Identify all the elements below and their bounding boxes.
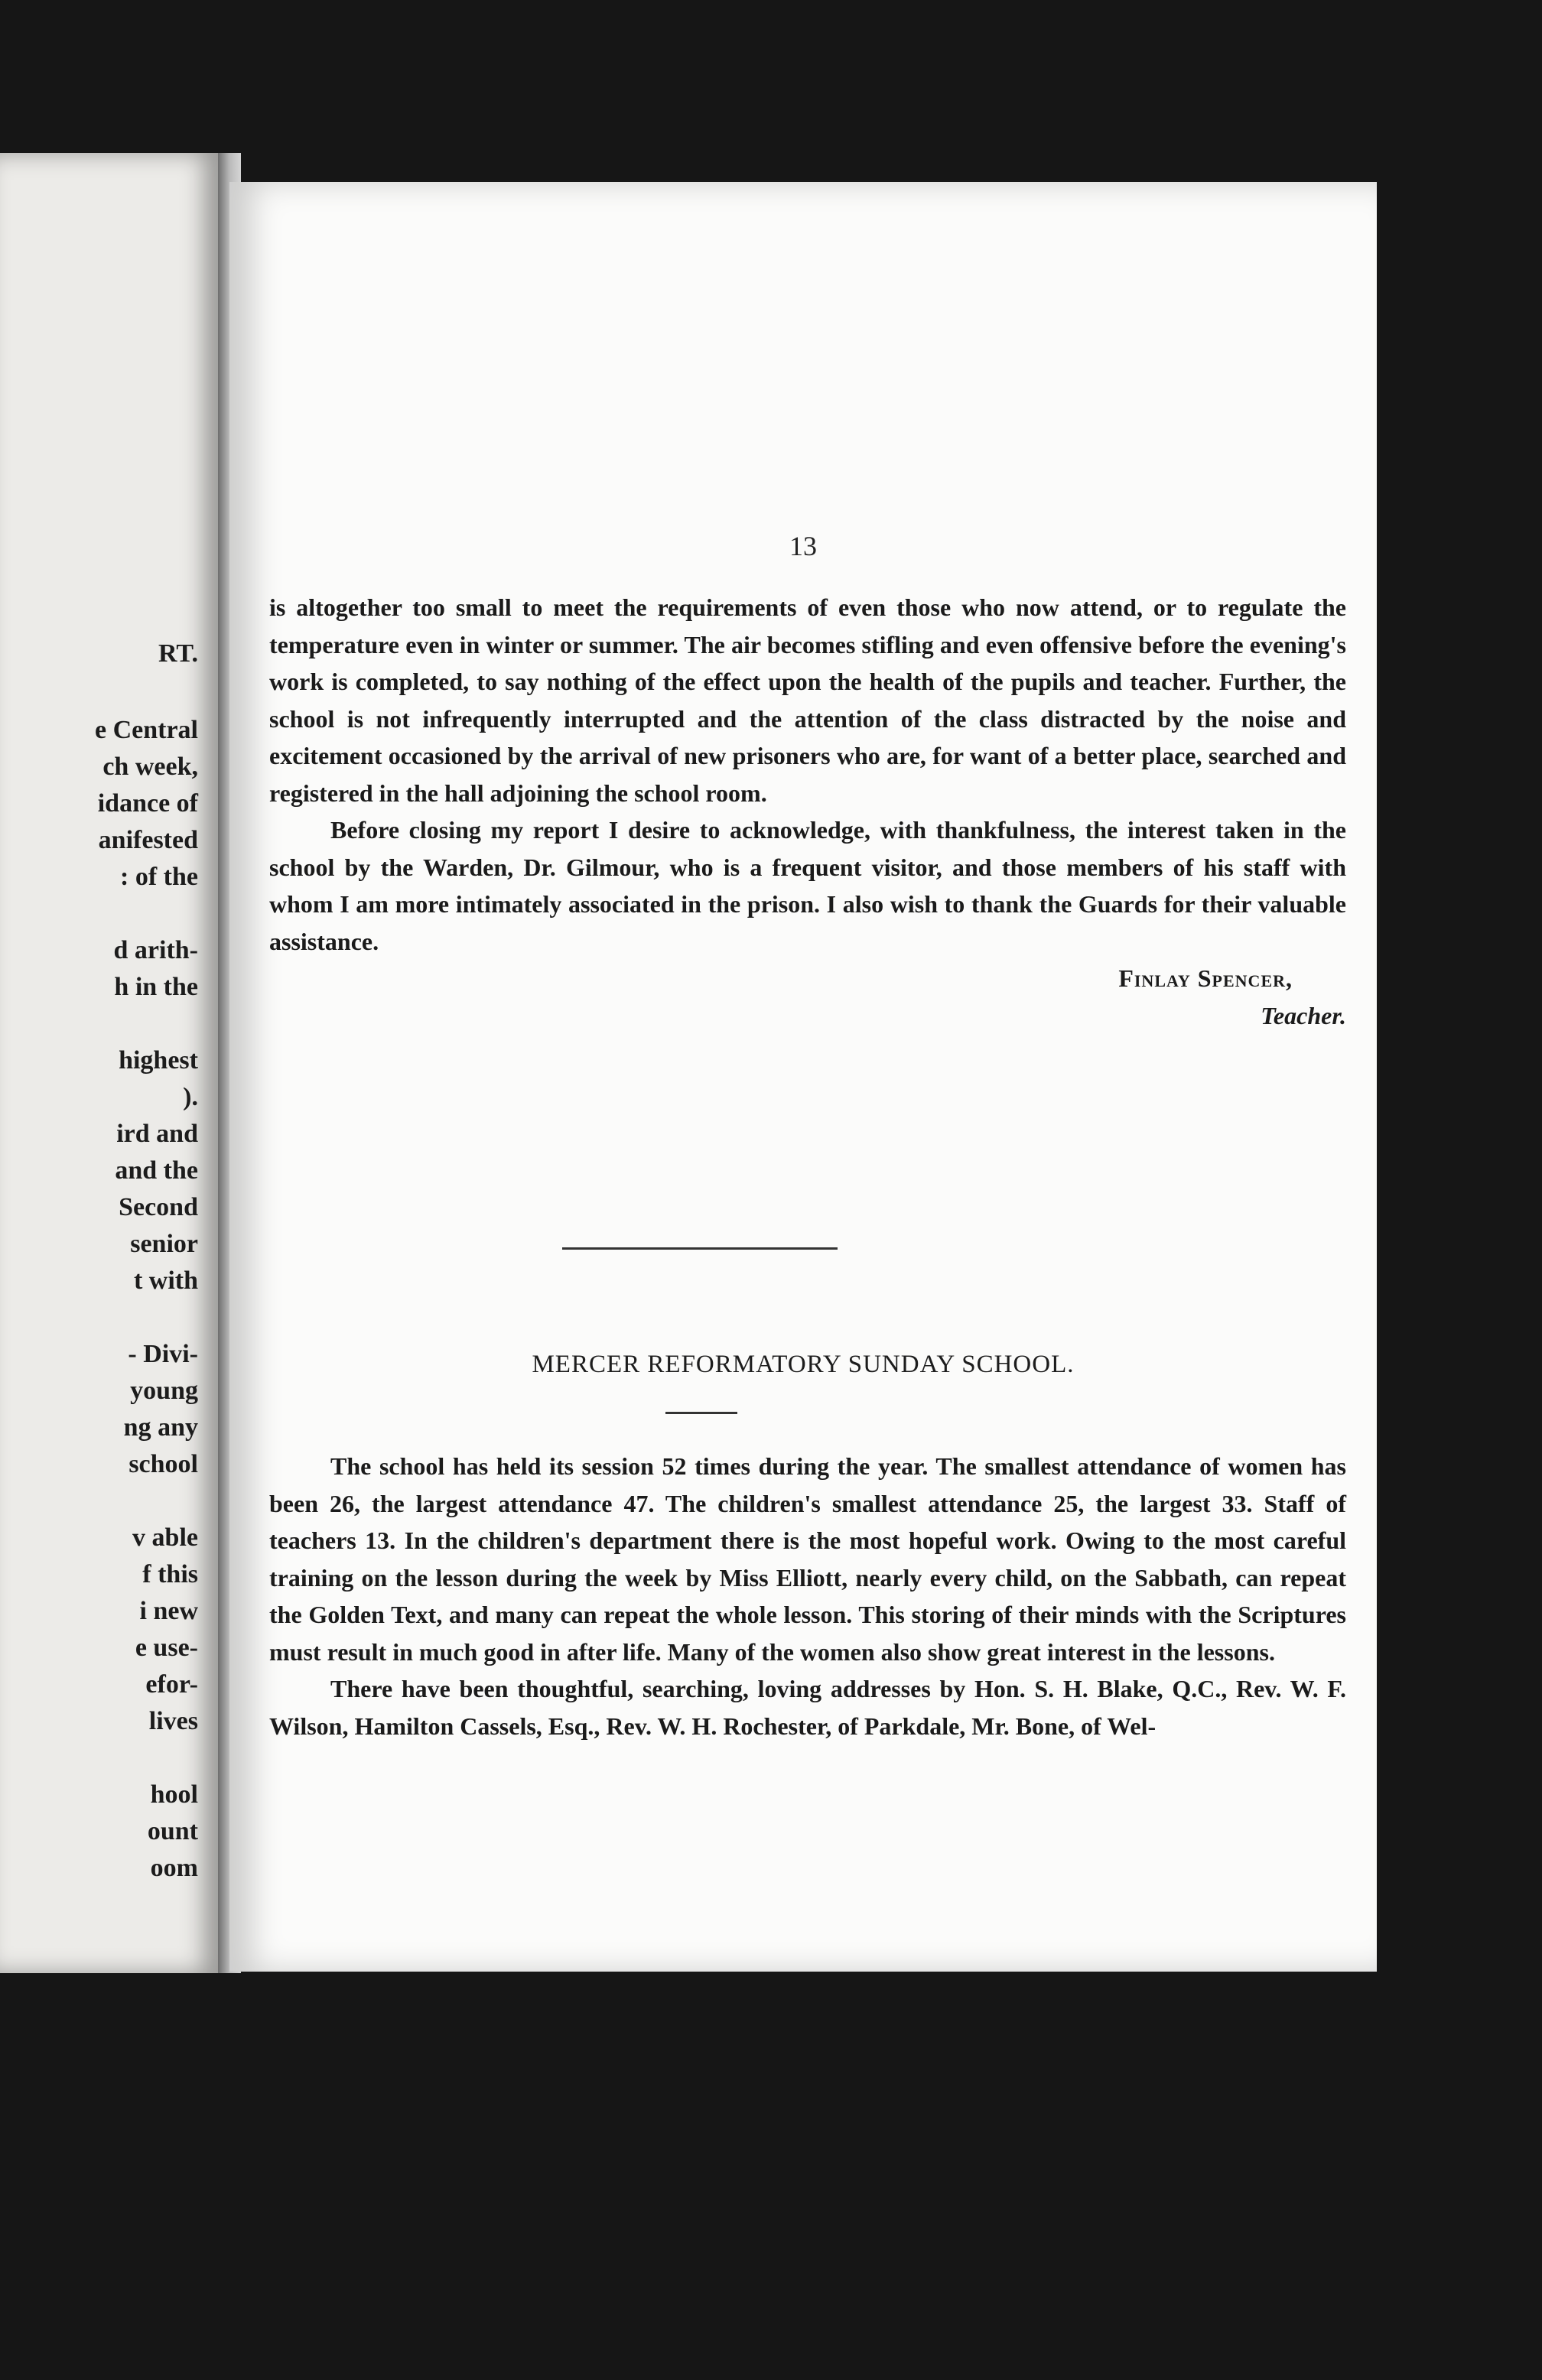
left-page-fragment: ). <box>183 1083 198 1111</box>
left-page-fragment: v able <box>132 1523 198 1552</box>
bottom-text-block <box>269 1448 1346 1744</box>
left-page-fragment: efor- <box>145 1670 198 1699</box>
left-page-fragment: ch week, <box>102 753 198 781</box>
left-page-fragment: i new <box>139 1597 198 1625</box>
left-page-fragment: Second <box>119 1193 198 1221</box>
left-page-fragment: and the <box>115 1156 198 1185</box>
left-page-fragment: ng any <box>123 1413 198 1442</box>
signature-name: Finlay Spencer, <box>1118 964 1293 992</box>
paragraph-addresses: There have been thoughtful, searching, loving addresses by Hon. S. H. Blake, Q.C., Rev. W. F. Wilson, Hamilton Cassels, Esq., Rev. W. H. Rochester, of Parkdale, Mr. Bone, of Wel- <box>269 1675 1346 1740</box>
heading-underline <box>665 1412 737 1414</box>
left-page-fragment: young <box>130 1377 198 1405</box>
signature-role: Teacher. <box>1261 1001 1346 1029</box>
left-page-fragment: : of the <box>120 863 198 891</box>
left-page-fragment: d arith- <box>113 936 198 964</box>
left-page-fragment: idance of <box>97 789 198 818</box>
paragraph-continuation: is altogether too small to meet the requirements of even those who now attend, or to regulate the temperature even in winter or summer. The air becomes stifling and even offensive before the evening's work is completed, to say nothing of the effect upon the health of the pupils and teacher. Further, the school is not infrequently interrupted and the attention of the class distracted by the noise and excitement occasioned by the arrival of new prisoners who are, for want of a better place, searched and registered in the hall adjoining the school room. <box>269 593 1346 807</box>
paragraph-attendance: The school has held its session 52 times during the year. The smallest attendance of women has been 26, the largest attendance 47. The children's smallest attendance 25, the largest 33. Staff of teachers 13. In the children's department there is the most hopeful work. Owing to the most careful training on the lesson during the week by Miss Elliott, nearly every child, on the Sabbath, can repeat the Golden Text, and many can repeat the whole lesson. This storing of their minds with the Scriptures must result in much good in after life. Many of the women also show great interest in the lessons. <box>269 1452 1346 1666</box>
left-page-fragment: t with <box>133 1266 198 1295</box>
left-page-fragment: ount <box>147 1817 198 1845</box>
left-page-fragment: highest <box>119 1046 198 1075</box>
left-page-fragment: oom <box>150 1854 198 1882</box>
left-page-fragment: hool <box>150 1780 198 1809</box>
document-page <box>229 182 1377 1972</box>
left-page-fragment: senior <box>130 1230 198 1258</box>
left-page-fragment: school <box>128 1450 198 1478</box>
top-text-block <box>269 589 1346 1034</box>
left-page-fragment: RT. <box>158 639 198 668</box>
signature <box>269 960 1346 1034</box>
section-divider <box>562 1247 838 1250</box>
left-page-fragment: e use- <box>135 1634 198 1662</box>
left-page-fragment: - Divi- <box>128 1340 198 1368</box>
paragraph-acknowledgement: Before closing my report I desire to acknowledge, with thankfulness, the interest taken in the school by the Warden, Dr. Gilmour, who is a frequent visitor, and those members of his staff with whom I am more intimately associated in the prison. I also wish to thank the Guards for their valuable assistance. <box>269 816 1346 955</box>
page-number: 13 <box>789 531 817 561</box>
left-page-fragment: ird and <box>116 1120 198 1148</box>
left-page-fragment: f this <box>142 1560 198 1588</box>
left-page-fragment: h in the <box>114 973 198 1001</box>
left-page-fragment: lives <box>148 1707 198 1735</box>
left-page-fragment: e Central <box>94 716 198 744</box>
section-heading: MERCER REFORMATORY SUNDAY SCHOOL. <box>532 1351 1075 1378</box>
left-page-edge <box>0 153 218 1973</box>
left-page-fragment: anifested <box>98 826 198 854</box>
